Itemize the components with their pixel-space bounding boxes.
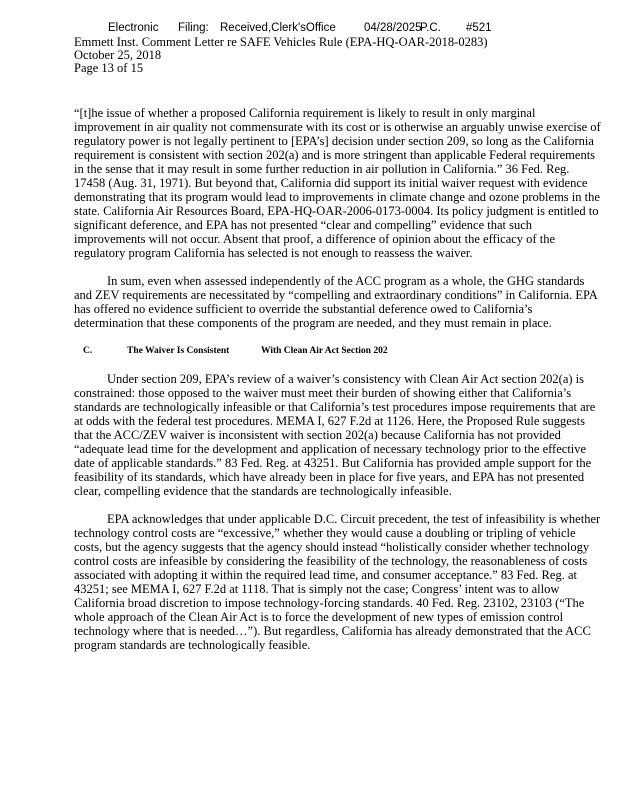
letter-header <box>74 36 554 75</box>
section-heading-left: The Waiver Is Consistent <box>127 346 230 356</box>
header-date: October 25, 2018 <box>74 48 162 62</box>
stamp-received: Received,Clerk'sOffice <box>220 22 336 34</box>
paragraph-2: In sum, even when assessed independently of the ACC program as a whole, the GHG standards and ZEV requirements are necessitated by “compelling and extraordinary conditions” in California. EPA has offered no evidence sufficient to override the substantial deference owed to California’s determination that these components of the program are needed, and they must remain in place. <box>74 274 598 330</box>
stamp-electronic: Electronic <box>108 22 159 34</box>
stamp-pc: P.C. <box>420 22 441 34</box>
section-heading-letter: C. <box>83 346 93 356</box>
paragraph-4: EPA acknowledges that under applicable D.C. Circuit precedent, the test of infeasibility is whether technology control costs are “excessive,” whether they would cause a doubling or tripling of vehicle costs, but the agency suggests that the agency should instead “holistically consider whether technology control costs are infeasible by considering the feasibility of the technology, the reasonableness of costs associated with adopting it within the required lead time, and consumer acceptance.” 83 Fed. Reg. at 43251; see MEMA I, 627 F.2d at 1118. That is simply not the case; Congress’ intent was to allow California broad discretion to impose technology-forcing standards. 40 Fed. Reg. 23102, 23103 (“The whole approach of the Clean Air Act is to force the development of new types of emission control technology where that is needed…”). But regardless, California has already demonstrated that the ACC program standards are technologically feasible. <box>74 512 601 652</box>
letter-body <box>74 106 601 666</box>
paragraph-1: “[t]he issue of whether a proposed California requirement is likely to result in only marginal improvement in air quality not commensurate with its cost or is otherwise an arguably unwise exercise of regulatory power is not legally pertinent to [EPA’s] decision under section 209, so long as the California requirement is consistent with section 202(a) and is more stringent than applicable Federal requirements in the sense that it may result in some further reduction in air pollution in California.” 36 Fed. Reg. 17458 (Aug. 31, 1971). But beyond that, California did support its initial waiver request with evidence demonstrating that its program would lead to improvements in climate change and ozone problems in the state. California Air Resources Board, EPA-HQ-OAR-2006-0173-0004. Its policy judgment is entitled to significant deference, and EPA has not presented “clear and compelling” evidence that such improvements will not occur. Absent that proof, a difference of opinion about the efficacy of the regulatory program California has selected is not enough to reassess the waiver. <box>74 106 601 260</box>
section-heading-right: With Clean Air Act Section 202 <box>261 346 388 356</box>
paragraph-3: Under section 209, EPA’s review of a waiver’s consistency with Clean Air Act section 202(a) is constrained: those opposed to the waiver must meet their burden of showing either that California’s standards are technologically infeasible or that California’s test procedures impose requirements that are at odds with the federal test procedures. MEMA I, 627 F.2d at 1126. Here, the Proposed Rule suggests that the ACC/ZEV waiver is inconsistent with section 202(a) because California has not provided “adequate lead time for the development and application of necessary technology prior to the effective date of applicable standards.” 83 Fed. Reg. at 43251. But California has provided ample support for the feasibility of its standards, which have already been in place for five years, and EPA has not presented clear, compelling evidence that the standards are technologically infeasible. <box>74 372 596 498</box>
header-title: Emmett Inst. Comment Letter re SAFE Vehicles Rule (EPA-HQ-OAR-2018-0283) <box>74 35 488 49</box>
section-heading <box>74 344 601 358</box>
header-page: Page 13 of 15 <box>74 61 144 75</box>
stamp-number: #521 <box>466 22 492 34</box>
stamp-date: 04/28/2025 <box>364 22 422 34</box>
stamp-filing: Filing: <box>178 22 209 34</box>
filing-stamp <box>0 21 618 35</box>
